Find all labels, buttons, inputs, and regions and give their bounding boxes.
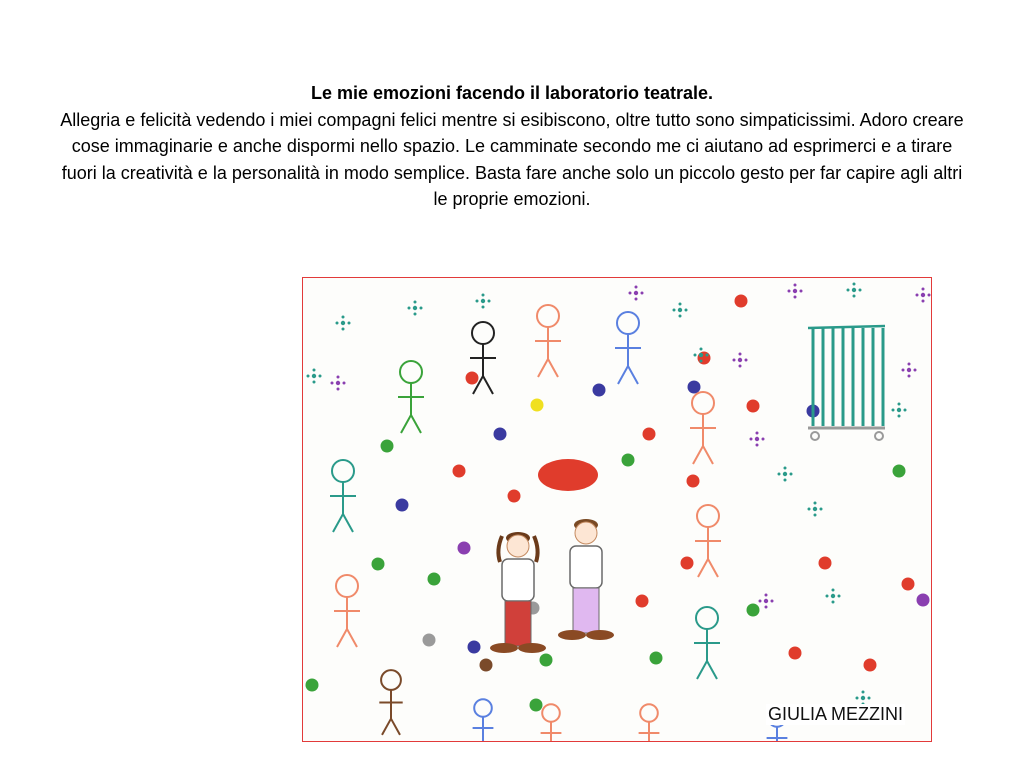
colored-dot	[687, 475, 700, 488]
colored-dot	[593, 384, 606, 397]
author-name: GIULIA MEZZINI	[767, 704, 903, 724]
colored-dot	[650, 652, 663, 665]
colored-dot	[531, 399, 544, 412]
colored-dot	[893, 465, 906, 478]
shirt	[570, 546, 602, 588]
drawing-canvas	[303, 278, 931, 741]
colored-dot	[466, 372, 479, 385]
shoe	[490, 643, 518, 653]
colored-dot	[864, 659, 877, 672]
sparkle-star	[892, 403, 907, 418]
stick-figure	[535, 305, 561, 377]
colored-dot	[396, 499, 409, 512]
colored-dot	[423, 634, 436, 647]
sparkle-star	[788, 284, 803, 299]
sparkle-star	[847, 283, 862, 298]
sparkle-star	[629, 286, 644, 301]
colored-dot	[622, 454, 635, 467]
colored-dot	[789, 647, 802, 660]
sparkle-star	[916, 288, 931, 303]
colored-dot	[428, 573, 441, 586]
head	[507, 535, 529, 557]
red-oval	[538, 459, 598, 491]
sparkle-star	[476, 294, 491, 309]
shoe	[518, 643, 546, 653]
child-drawing	[302, 277, 932, 742]
sparkle-star	[336, 316, 351, 331]
shoe	[558, 630, 586, 640]
stick-figure	[398, 361, 424, 433]
stick-figure	[330, 460, 356, 532]
sparkle-star	[826, 589, 841, 604]
braid	[498, 536, 502, 562]
sparkle-star	[902, 363, 917, 378]
head	[575, 522, 597, 544]
pants	[505, 601, 531, 646]
colored-dot	[480, 659, 493, 672]
colored-dot	[688, 381, 701, 394]
colored-dot	[530, 699, 543, 712]
stick-figure	[541, 704, 562, 741]
sparkle-star	[331, 376, 346, 391]
colored-dot	[453, 465, 466, 478]
sparkle-star	[408, 301, 423, 316]
stick-figure	[615, 312, 641, 384]
colored-dot	[494, 428, 507, 441]
colored-dot	[902, 578, 915, 591]
slide-title: Le mie emozioni facendo il laboratorio teatrale.	[310, 83, 714, 103]
cage-wheel	[875, 432, 883, 440]
sparkle-star	[759, 594, 774, 609]
braid	[534, 536, 538, 562]
shoe	[586, 630, 614, 640]
colored-dot	[917, 594, 930, 607]
stick-figure	[690, 392, 716, 464]
slide-text	[60, 80, 964, 213]
colored-dot	[747, 400, 760, 413]
cage-top	[808, 326, 885, 328]
colored-dot	[458, 542, 471, 555]
slide-body: Allegria e felicità vedendo i miei compagni felici mentre si esibiscono, oltre tutto sono simpaticissimi. Adoro creare cose immaginarie e anche dispormi nello spazio. Le camminate secondo me ci aiutano ad esprimerci e a tirare fuori la creatività e la personalità in modo semplice. Basta fare anche solo un piccolo gesto per far capire agli altri le proprie emozioni.	[60, 109, 964, 209]
sparkle-star	[750, 432, 765, 447]
colored-dot	[735, 295, 748, 308]
colored-dot	[508, 490, 521, 503]
stick-figure	[334, 575, 360, 647]
sparkle-star	[778, 467, 793, 482]
colored-dot	[636, 595, 649, 608]
stick-figure	[694, 607, 720, 679]
stick-figure	[695, 505, 721, 577]
colored-dot	[372, 558, 385, 571]
shirt	[502, 559, 534, 601]
boy-figure	[558, 519, 614, 640]
colored-dot	[540, 654, 553, 667]
colored-dot	[643, 428, 656, 441]
cage-wheel	[811, 432, 819, 440]
stick-figure	[639, 704, 660, 741]
colored-dot	[381, 440, 394, 453]
sparkle-star	[808, 502, 823, 517]
colored-dot	[747, 604, 760, 617]
sparkle-star	[673, 303, 688, 318]
colored-dot	[819, 557, 832, 570]
sparkle-star	[307, 369, 322, 384]
pants	[573, 588, 599, 633]
sparkle-star	[733, 353, 748, 368]
cage-bars	[808, 326, 885, 428]
colored-dot	[468, 641, 481, 654]
colored-dot	[681, 557, 694, 570]
stick-figure	[379, 670, 402, 735]
stick-figure	[473, 699, 494, 741]
colored-dot	[306, 679, 319, 692]
